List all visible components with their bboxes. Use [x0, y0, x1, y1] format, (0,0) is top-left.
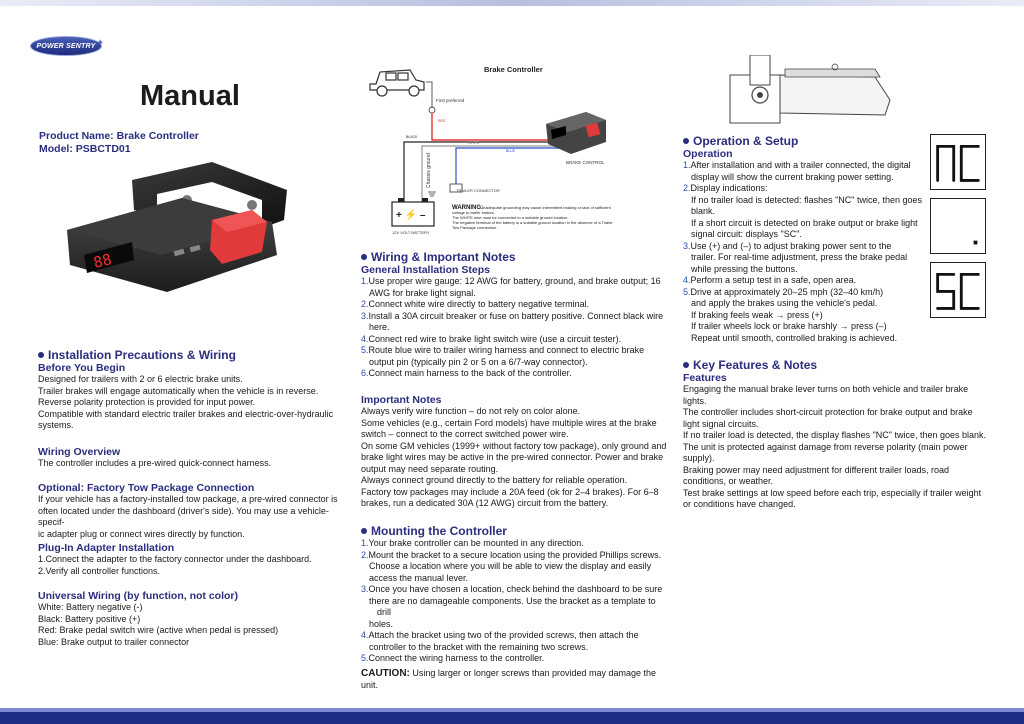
before-line: Designed for trailers with 2 or 6 electric brake units. — [38, 374, 243, 384]
list-item: 3.Once you have chosen a location, check behind the dashboard to be sure there are no damageable components. Use the bracket as a template to drill holes. — [361, 584, 663, 629]
note-line: Always verify wire function – do not rely on color alone. — [361, 406, 581, 416]
display-sc — [930, 262, 986, 318]
operation-heading — [683, 134, 928, 148]
warning-line: Inadequate grounding may cause intermittent braking or lack of sufficient — [482, 205, 611, 210]
before-line: Trailer brakes will engage automatically when the vehicle is in reverse. — [38, 385, 319, 396]
brake-control-label: BRAKE CONTROL — [566, 160, 605, 165]
warning-line: The WHITE wire must be connected to a suitable ground location. — [452, 215, 569, 220]
operation-sub-heading: Operation — [683, 148, 733, 160]
mounting-bracket-image — [725, 55, 895, 125]
device-display-digits: 88 — [91, 250, 114, 272]
wiring-diagram — [366, 60, 666, 240]
feature-line: If no trailer load is detected, the display flashes "NC" twice, then goes blank. — [683, 430, 987, 440]
display-nc — [930, 134, 986, 190]
bullet-icon — [361, 254, 367, 260]
features-heading-text: Key Features & Notes — [693, 358, 818, 372]
before-heading: Before You Begin — [38, 362, 126, 374]
before-line: systems. — [38, 420, 74, 430]
installation-heading — [38, 348, 333, 362]
note-line: Always connect ground directly to the battery for reliable operation. — [361, 475, 628, 485]
chassis-ground-label: Chassis ground — [426, 153, 432, 188]
note-line: brakes, run a dedicated 30A (12 AWG) circuit from the battery. — [361, 498, 609, 508]
mounting-list — [361, 538, 671, 665]
truck-icon — [370, 70, 424, 96]
first-preferred-label: First preferred — [436, 98, 465, 103]
general-steps-list — [361, 276, 671, 380]
page-title: Manual — [140, 80, 240, 112]
important-notes-heading: Important Notes — [361, 394, 442, 406]
plugin-line: 1.Connect the adapter to the factory connector under the dashboard. — [38, 554, 312, 564]
caution-note — [361, 668, 671, 691]
warning-line: voltage to trailer brakes. — [452, 210, 495, 215]
note-line: output may need separate routing. — [361, 463, 499, 474]
wiring-notes-heading-text: Wiring & Important Notes — [371, 250, 516, 264]
before-line: Compatible with standard electric trailer brakes and electric-over-hydraulic — [38, 408, 334, 419]
plugin-heading: Plug-In Adapter Installation — [38, 542, 175, 554]
list-item: 2.Mount the bracket to a secure location using the provided Phillips screws. Choose a location where you will be able to view the display and easily access the manual lever. — [361, 549, 662, 583]
optional-line: ic adapter plug or connect wires directly by function. — [38, 528, 245, 539]
list-item: 3.Use (+) and (–) to adjust braking power sent to the trailer. For real-time adjustment, press the brake pedal while pressing the buttons. — [683, 240, 908, 274]
caution-line: Using larger or longer screws than provided may damage the — [409, 668, 657, 678]
optional-line: often located under the dashboard (driver's side). You may use a vehicle-specif- — [38, 505, 329, 527]
mounting-heading — [361, 524, 671, 538]
list-item: 4.Connect red wire to brake light switch wire (use a circuit tester). — [361, 333, 622, 344]
feature-line: or conditions have changed. — [683, 499, 796, 509]
note-line: brake light wires may be active in the pre-wired connector. Power and brake — [361, 452, 664, 462]
universal-line: Blue: Brake output to trailer connector — [38, 636, 190, 647]
operation-heading-text: Operation & Setup — [693, 134, 799, 148]
white-wire-label: WHITE — [468, 141, 480, 145]
blue-wire-label: BLUE — [506, 149, 516, 153]
universal-text — [38, 602, 278, 648]
warning-label: WARNING: — [452, 205, 483, 211]
operation-list — [683, 160, 928, 344]
list-item: 1.Use proper wire gauge: 12 AWG for battery, ground, and brake output; 16 AWG for brake light signal. — [361, 276, 661, 298]
bullet-icon — [38, 352, 44, 358]
plugin-text — [38, 554, 312, 577]
list-item: 5.Connect the wiring harness to the controller. — [361, 653, 545, 663]
trailer-connector-label: TRAILER CONNECTOR — [456, 188, 500, 193]
battery-icon — [392, 198, 434, 226]
blank-display-icon — [931, 199, 984, 252]
list-item: 2.Display indications: If no trailer load is detected: flashes "NC" twice, then goes blank. If a short circuit is detected on brake output or brake light signal circuit: displays "SC". — [683, 183, 923, 239]
feature-line: Braking power may need adjustment for different trailer loads, road — [683, 464, 949, 475]
note-line: On some GM vehicles (1999+ without factory tow package), only ground and — [361, 440, 667, 451]
list-item: 4.Perform a setup test in a safe, open area. — [683, 275, 857, 285]
product-model: Model: PSBCTD01 — [39, 143, 131, 155]
mounting-heading-text: Mounting the Controller — [371, 524, 507, 538]
optional-line: If your vehicle has a factory-installed tow package, a pre-wired connector is — [38, 494, 338, 504]
product-name: Product Name: Brake Controller — [39, 130, 199, 142]
svg-text:+ ⚡ –: + ⚡ – — [396, 210, 426, 221]
before-line: Reverse polarity protection is provided for input power. — [38, 397, 256, 407]
top-decorative-bar — [0, 0, 1024, 6]
battery-label: 12V VOLT BATTERY — [392, 230, 430, 235]
list-item: 3.Install a 30A circuit breaker or fuse on battery positive. Connect black wire here. — [361, 310, 664, 332]
brand-logo-text: POWER SENTRY — [36, 42, 96, 50]
wiring-notes-heading — [361, 250, 671, 264]
list-item: 1.Your brake controller can be mounted in any direction. — [361, 538, 584, 548]
feature-line: The unit is protected against damage from reverse polarity (main power — [683, 441, 968, 452]
feature-line: supply). — [683, 453, 715, 463]
caution-label: CAUTION: — [361, 668, 410, 679]
universal-heading: Universal Wiring (by function, not color) — [38, 590, 238, 602]
display-blank — [930, 198, 986, 254]
universal-line: Black: Battery positive (+) — [38, 613, 141, 624]
installation-heading-text: Installation Precautions & Wiring — [48, 348, 236, 362]
feature-line: conditions, or weather. — [683, 476, 774, 486]
warning-line: Tow Package connection. — [452, 225, 498, 230]
list-item: 5.Drive at approximately 20–25 mph (32–40 km/h) and apply the brakes using the vehicle's pedal. If braking feels weak → press (+) If trailer wheels lock or brake harshly → press (–) Repeat until smooth, controlled braking is achieved. — [683, 286, 898, 343]
wiring-overview-text: The controller includes a pre-wired quick-connect harness. — [38, 458, 272, 468]
list-item: 1.After installation and with a trailer connected, the digital display will show the current braking power setting. — [683, 160, 911, 182]
bullet-icon — [683, 138, 689, 144]
feature-line: Engaging the manual brake lever turns on both vehicle and trailer brake lights. — [683, 384, 969, 406]
optional-heading: Optional: Factory Tow Package Connection — [38, 482, 255, 494]
diagram-title: Brake Controller — [484, 65, 543, 74]
black-wire-label: BLACK — [406, 135, 418, 139]
list-item: 6.Connect main harness to the back of the controller. — [361, 368, 572, 378]
feature-line: light signal circuits. — [683, 418, 759, 429]
bullet-icon — [361, 528, 367, 534]
features-heading — [683, 358, 993, 372]
nc-display-icon — [931, 135, 984, 188]
universal-line: White: Battery negative (-) — [38, 602, 143, 612]
brand-logo — [30, 36, 105, 56]
note-line: switch – connect to the correct switched power wire. — [361, 429, 569, 439]
list-item: 5.Route blue wire to trailer wiring harness and connect to electric brake output pin (typically pin 2 or 5 on a 6/7-way connector). — [361, 345, 645, 367]
caution-line: unit. — [361, 679, 379, 690]
bottom-decorative-bar — [0, 712, 1024, 724]
warning-line: The negative terminal of the battery is a suitable ground location in the absence of a Trailer — [452, 220, 613, 225]
product-info — [39, 130, 199, 156]
list-item: 2.Connect white wire directly to battery negative terminal. — [361, 299, 590, 309]
before-text — [38, 374, 333, 432]
features-text — [683, 384, 993, 511]
red-wire-label: RED — [438, 119, 446, 123]
sc-display-icon — [931, 263, 984, 316]
list-item: 4.Attach the bracket using two of the provided screws, then attach the controller to the bracket with the remaining two screws. — [361, 630, 639, 652]
brake-controller-image — [62, 160, 292, 295]
important-notes-text — [361, 406, 671, 510]
wiring-overview-heading: Wiring Overview — [38, 446, 121, 458]
note-line: Factory tow packages may include a 20A feed (ok for 2–4 brakes). For 6–8 — [361, 486, 659, 497]
logo-star-icon: ✦ — [96, 38, 105, 49]
features-sub-heading: Features — [683, 372, 727, 384]
feature-line: The controller includes short-circuit protection for brake output and brake — [683, 407, 973, 417]
optional-text — [38, 494, 343, 540]
plugin-line: 2.Verify all controller functions. — [38, 565, 161, 576]
note-line: Some vehicles (e.g., certain Ford models) have multiple wires at the brake — [361, 417, 657, 428]
universal-line: Red: Brake pedal switch wire (active when pedal is pressed) — [38, 625, 279, 635]
general-steps-heading: General Installation Steps — [361, 264, 490, 276]
bullet-icon — [683, 362, 689, 368]
feature-line: Test brake settings at low speed before each trip, especially if trailer weight — [683, 487, 982, 498]
